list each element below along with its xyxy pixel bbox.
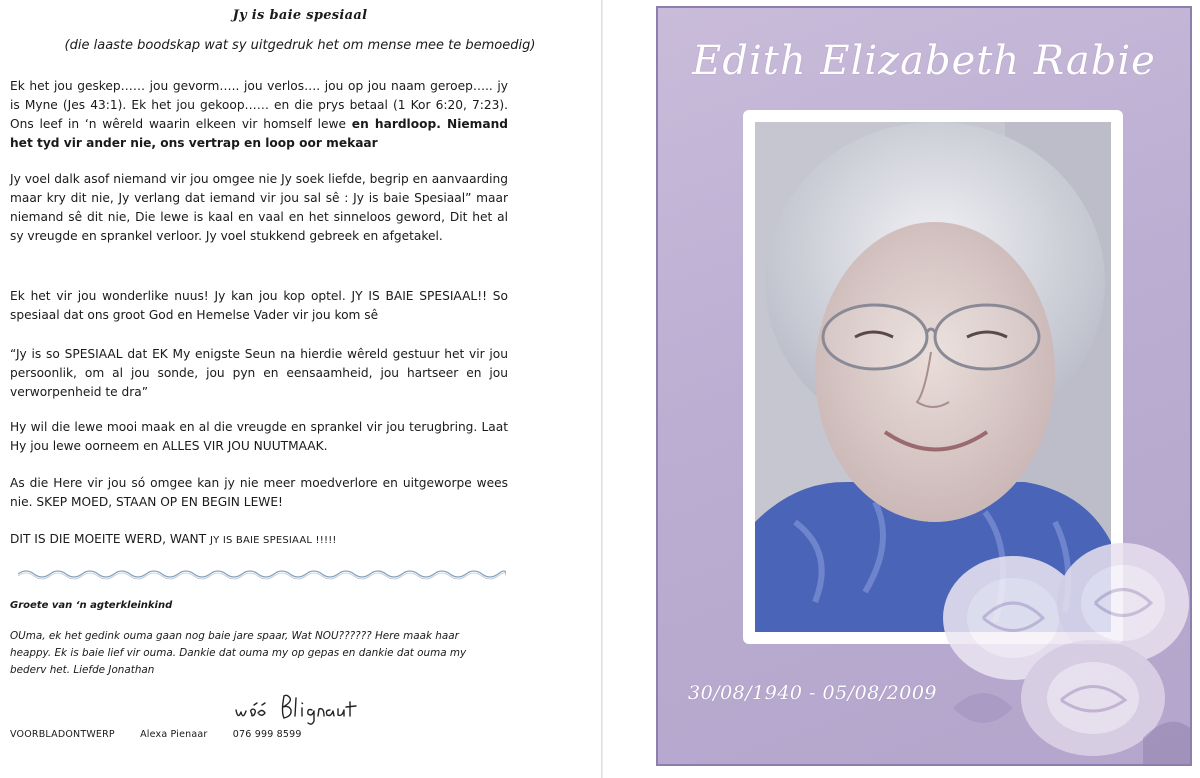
paragraph-3: Ek het vir jou wonderlike nuus! Jy kan jou kop optel. JY IS BAIE SPESIAAL!! So spesiaal dat ons groot God en Hemelse Vader vir jou kom sê [10,289,508,322]
roses-decoration [943,508,1192,766]
footer-phone: 076 999 8599 [232,729,302,740]
paragraph-7 [10,530,508,550]
page-title: Jy is baie spesiaal [232,8,368,23]
paragraph-4: “Jy is so SPESIAAL dat EK My enigste Seun na hierdie wêreld gestuur het vir jou persoonlik, om al jou sonde, jou pyn en eensaamheid, jou hartseer en jou verworpenheid te dra” [10,347,508,399]
paragraph-1-text: Ek het jou geskep…… jou gevorm….. jou verlos…. jou op jou naam geroep….. jy is Myne (Jes 43:1). Ek het jou gekoop…… en die prys betaal (1 Kor 6:20, 7:23). Ons leef in ‘n wêreld waarin elkeen vir homself lewe [10,79,508,131]
paragraph-2: Jy voel dalk asof niemand vir jou omgee nie Jy soek liefde, begrip en aanvaarding maar kry dit nie, Jy verlang dat iemand vir jou sal sê : Jy is baie Spesiaal” maar niemand sê dit nie, Die lewe is kaal en vaal en het sinneloos geword, Dit het al sy vreugde en sprankel verloor. Jy voel stukkend gebreek en afgetakel. [10,172,508,243]
paragraph-7-text: DIT IS DIE MOEITE WERD, WANT [10,532,210,546]
footer-designer: Alexa Pienaar [140,729,208,740]
paragraph-5: Hy wil die lewe mooi maak en al die vreugde en sprankel vir jou terugbring. Laat Hy jou lewe oorneem en ALLES VIR JOU NUUTMAAK. [10,420,508,453]
page-fold [601,0,603,778]
paragraph-1-bold-text: en hardloop. Niemand het tyd vir ander nie, ons vertrap en loop oor mekaar [10,117,508,150]
wave-divider [18,566,506,580]
page-subtitle: (die laaste boodskap wat sy uitgedruk het om mense mee te bemoedig) [64,38,536,53]
footer-credit [10,729,324,740]
signature [232,690,382,726]
cover-page [656,6,1192,766]
paragraph-7-small-text: JY IS BAIE SPESIAAL !!!!! [210,535,337,546]
paragraph-1 [10,77,508,153]
greeting-text: OUma, ek het gedink ouma gaan nog baie jare spaar, Wat NOU?????? Here maak haar heappy. Ek is baie lief vir ouma. Dankie dat ouma my op gepas en dankie dat ouma my bederv het. Liefde Jonathan [10,630,467,676]
cover-dates: 30/08/1940 - 05/08/2009 [688,682,938,704]
cover-name: Edith Elizabeth Rabie [692,38,1156,84]
paragraph-6: As die Here vir jou só omgee kan jy nie meer moedverlore en uitgeworpe wees nie. SKEP MOED, STAAN OP EN BEGIN LEWE! [10,476,508,509]
footer-label: VOORBLADONTWERP [10,729,115,740]
greeting-heading: Groete van ‘n agterkleinkind [10,600,173,611]
